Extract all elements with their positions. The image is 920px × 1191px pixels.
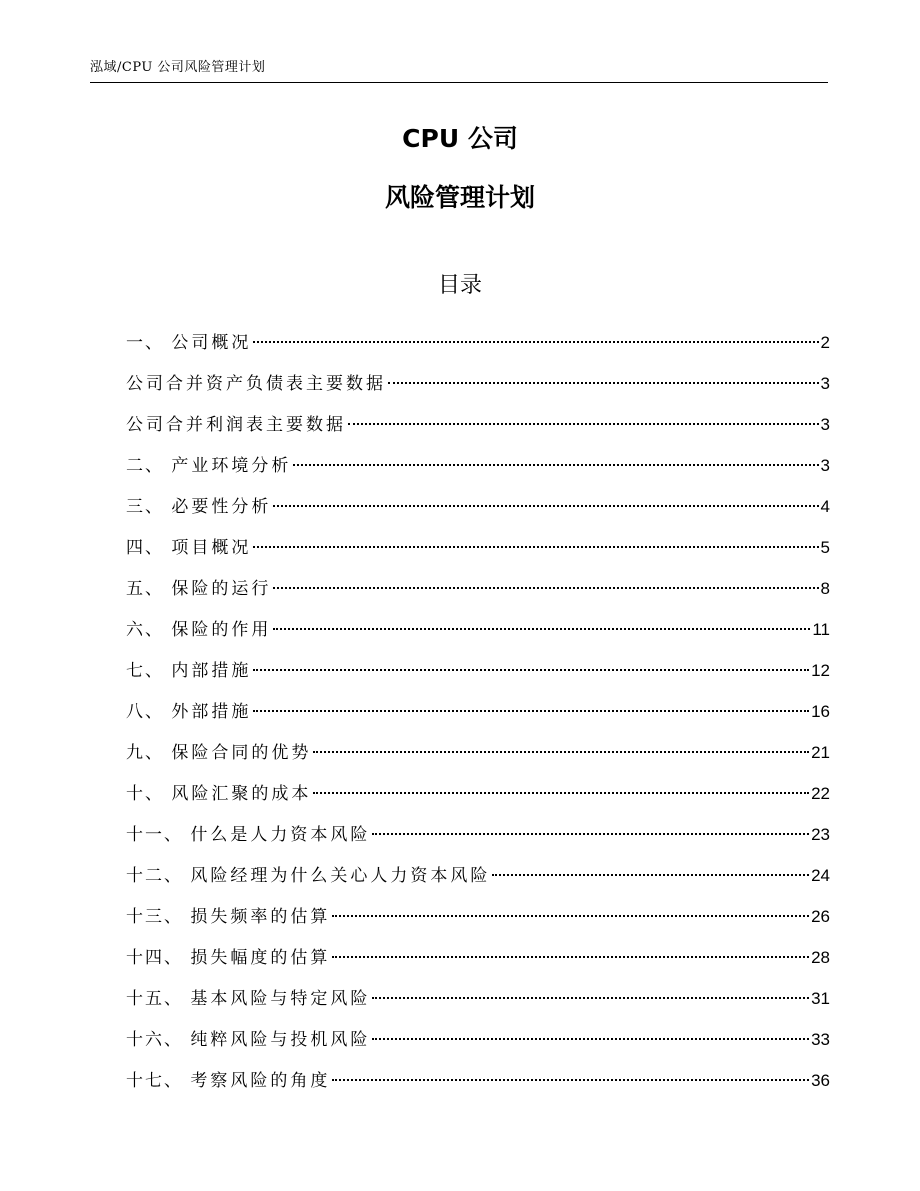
toc-dot-leader (332, 915, 809, 917)
toc-entry-title: 保险合同的优势 (171, 743, 312, 763)
toc-entry-number: 五、 (126, 579, 172, 599)
toc-entry-number: 十一、 (126, 825, 191, 845)
toc-entry-page-number: 22 (811, 784, 830, 803)
toc-entry-number: 一、 (126, 333, 172, 353)
toc-entry-title: 什么是人力资本风险 (190, 825, 371, 845)
toc-entry-page-number: 24 (811, 866, 830, 885)
toc-entry-number: 三、 (126, 497, 172, 517)
document-title-line-1: CPU 公司 (402, 124, 518, 153)
toc-dot-leader (253, 710, 809, 712)
toc-dot-leader (313, 792, 809, 794)
toc-entry-number: 十六、 (126, 1030, 191, 1050)
toc-entry-title: 必要性分析 (171, 497, 272, 517)
toc-entry[interactable] (126, 486, 830, 527)
toc-entry-title: 内部措施 (171, 661, 252, 681)
document-title-line-2: 风险管理计划 (384, 183, 535, 212)
toc-entry-title: 外部措施 (171, 702, 252, 722)
toc-entry-page-number: 5 (820, 538, 830, 557)
toc-entry-number: 四、 (126, 538, 172, 558)
toc-dot-leader (273, 587, 818, 589)
toc-dot-leader (372, 1038, 809, 1040)
toc-dot-leader (273, 628, 810, 630)
running-header: 泓域/CPU 公司风险管理计划 (90, 60, 266, 75)
toc-dot-leader (372, 833, 809, 835)
toc-entry-title: 考察风险的角度 (190, 1071, 331, 1091)
toc-entry-page-number: 26 (811, 907, 830, 926)
toc-dot-leader (332, 1079, 809, 1081)
toc-entry-page-number: 16 (811, 702, 830, 721)
toc-entry-number: 六、 (126, 620, 172, 640)
toc-entry-page-number: 4 (820, 497, 830, 516)
toc-entry[interactable] (126, 1060, 830, 1101)
toc-entry-page-number: 28 (811, 948, 830, 967)
toc-entry-title: 保险的作用 (171, 620, 272, 640)
toc-entry[interactable] (126, 896, 830, 937)
toc-dot-leader (253, 669, 809, 671)
toc-entry-title: 公司合并利润表主要数据 (126, 415, 346, 435)
toc-entry-number: 十二、 (126, 866, 191, 886)
toc-entry-title: 项目概况 (171, 538, 252, 558)
toc-entry-page-number: 3 (820, 456, 830, 475)
toc-entry-page-number: 12 (811, 661, 830, 680)
toc-entry-number: 二、 (126, 456, 172, 476)
toc-entry[interactable] (126, 527, 830, 568)
toc-entry-title: 基本风险与特定风险 (190, 989, 371, 1009)
toc-dot-leader (293, 464, 818, 466)
toc-entry[interactable] (126, 568, 830, 609)
toc-entry-page-number: 36 (811, 1071, 830, 1090)
toc-entry-title: 风险经理为什么关心人力资本风险 (190, 866, 491, 886)
toc-entry[interactable] (126, 855, 830, 896)
toc-entry[interactable] (126, 937, 830, 978)
toc-entry[interactable] (126, 732, 830, 773)
toc-entry[interactable] (126, 978, 830, 1019)
toc-entry[interactable] (126, 1019, 830, 1060)
table-of-contents (126, 322, 830, 1101)
toc-entry-page-number: 8 (820, 579, 830, 598)
toc-entry-number: 十、 (126, 784, 172, 804)
toc-entry-page-number: 23 (811, 825, 830, 844)
toc-entry-page-number: 31 (811, 989, 830, 1008)
toc-entry-number: 十五、 (126, 989, 191, 1009)
toc-dot-leader (253, 546, 818, 548)
toc-entry[interactable] (126, 404, 830, 445)
toc-dot-leader (388, 382, 819, 384)
toc-entry-title: 保险的运行 (171, 579, 272, 599)
toc-entry[interactable] (126, 445, 830, 486)
toc-entry-page-number: 3 (820, 415, 830, 434)
toc-dot-leader (348, 423, 819, 425)
toc-entry-title: 损失幅度的估算 (190, 948, 331, 968)
toc-entry-title: 损失频率的估算 (190, 907, 331, 927)
toc-entry-page-number: 2 (820, 333, 830, 352)
toc-entry[interactable] (126, 650, 830, 691)
toc-entry-title: 风险汇聚的成本 (171, 784, 312, 804)
toc-entry-page-number: 33 (811, 1030, 830, 1049)
toc-entry-title: 公司合并资产负债表主要数据 (126, 374, 386, 394)
toc-dot-leader (313, 751, 809, 753)
toc-entry-page-number: 21 (811, 743, 830, 762)
toc-entry[interactable] (126, 691, 830, 732)
toc-entry[interactable] (126, 773, 830, 814)
toc-entry[interactable] (126, 609, 830, 650)
toc-dot-leader (492, 874, 809, 876)
toc-dot-leader (332, 956, 809, 958)
toc-entry-number: 九、 (126, 743, 172, 763)
toc-dot-leader (372, 997, 809, 999)
toc-entry[interactable] (126, 363, 830, 404)
toc-entry[interactable] (126, 814, 830, 855)
toc-entry-page-number: 11 (812, 620, 830, 639)
toc-entry-number: 八、 (126, 702, 172, 722)
header-rule (90, 82, 828, 83)
toc-entry[interactable] (126, 322, 830, 363)
toc-heading: 目录 (437, 273, 482, 298)
toc-entry-number: 七、 (126, 661, 172, 681)
toc-entry-number: 十三、 (126, 907, 191, 927)
toc-dot-leader (253, 341, 818, 343)
toc-entry-title: 产业环境分析 (171, 456, 292, 476)
toc-dot-leader (273, 505, 818, 507)
toc-entry-title: 纯粹风险与投机风险 (190, 1030, 371, 1050)
toc-entry-number: 十四、 (126, 948, 191, 968)
toc-entry-title: 公司概况 (171, 333, 252, 353)
toc-entry-page-number: 3 (820, 374, 830, 393)
toc-entry-number: 十七、 (126, 1071, 191, 1091)
